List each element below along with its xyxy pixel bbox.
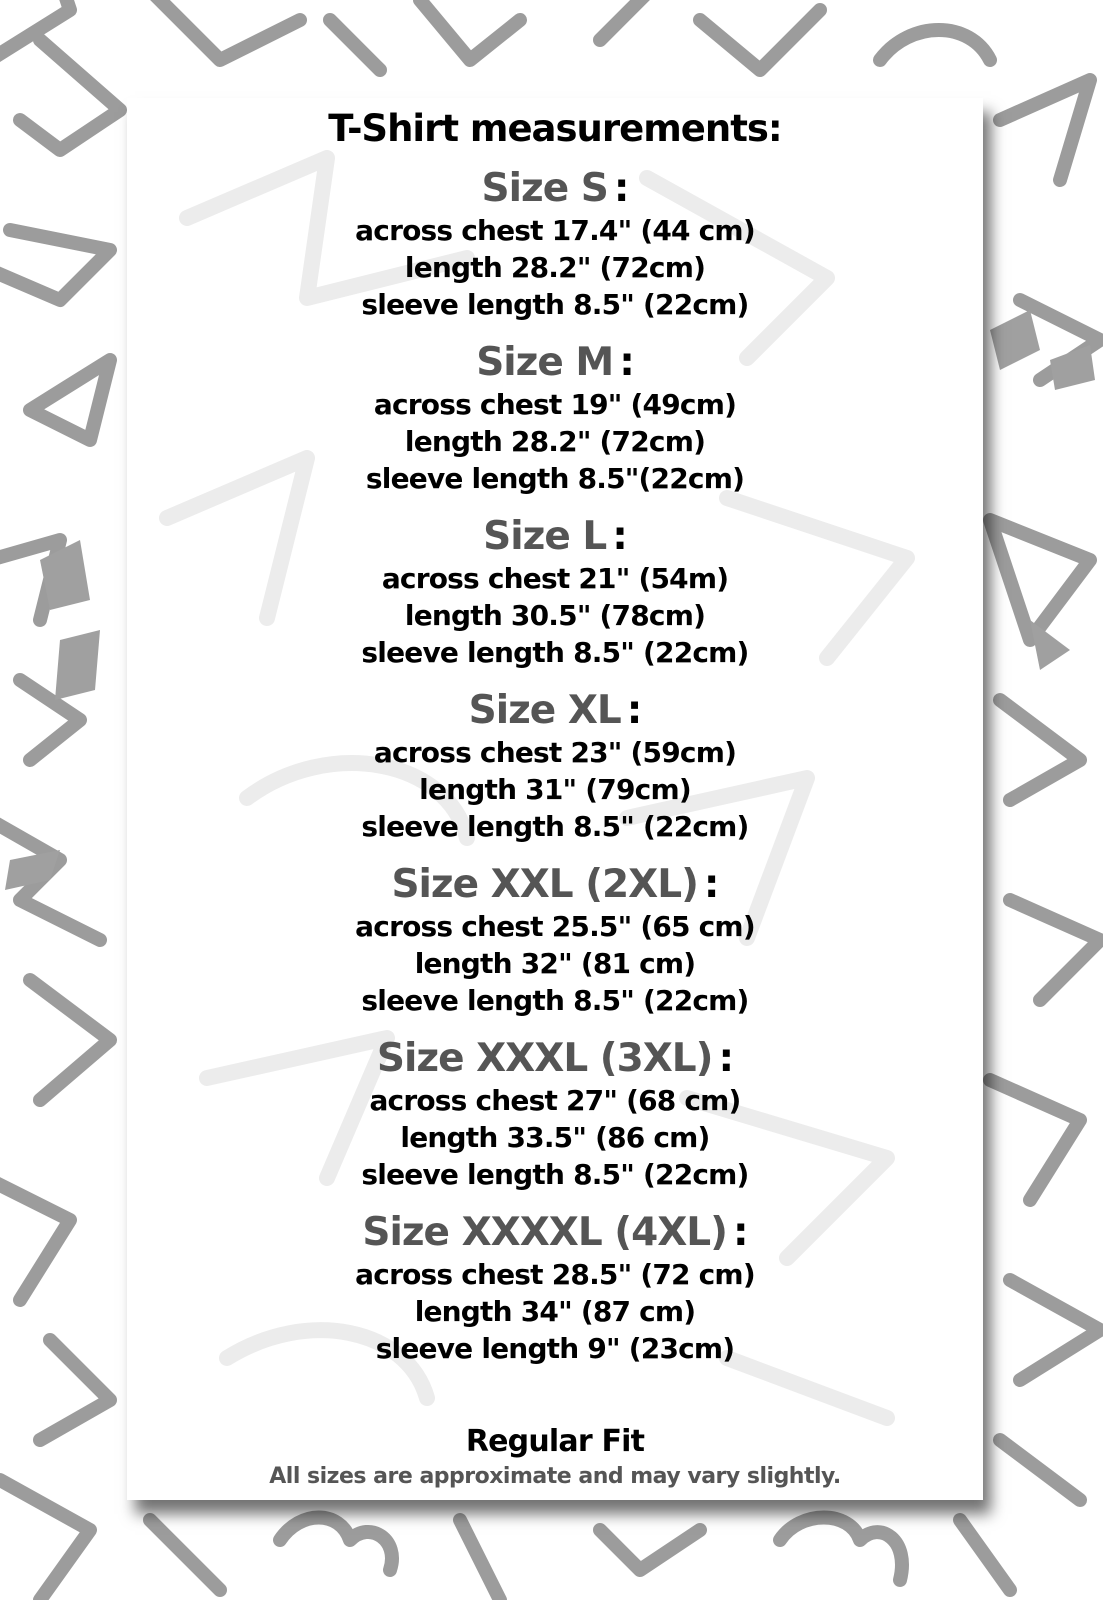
length: length 28.2" (72cm) xyxy=(404,425,706,458)
sleeve-length: sleeve length 8.5" (22cm) xyxy=(361,1158,749,1191)
size-name: Size S xyxy=(481,166,608,211)
fit-label: Regular Fit xyxy=(465,1424,645,1459)
length: length 33.5" (86 cm) xyxy=(400,1121,710,1154)
sleeve-length: sleeve length 8.5" (22cm) xyxy=(361,288,749,321)
size-name: Size XXL (2XL) xyxy=(391,862,698,907)
length: length 31" (79cm) xyxy=(419,773,691,806)
colon: : xyxy=(613,166,629,211)
page-title: T-Shirt measurements: xyxy=(328,107,782,150)
across-chest: across chest 28.5" (72 cm) xyxy=(355,1258,755,1291)
sleeve-length: sleeve length 8.5"(22cm) xyxy=(365,462,745,495)
across-chest: across chest 17.4" (44 cm) xyxy=(355,214,755,247)
size-heading xyxy=(127,688,983,734)
colon: : xyxy=(703,862,719,907)
size-block-3xl xyxy=(127,1036,983,1210)
size-heading xyxy=(127,1210,983,1256)
size-block-m xyxy=(127,340,983,514)
size-heading xyxy=(127,340,983,386)
length: length 32" (81 cm) xyxy=(414,947,696,980)
size-block-l xyxy=(127,514,983,688)
across-chest: across chest 19" (49cm) xyxy=(373,388,737,421)
size-heading xyxy=(127,1036,983,1082)
size-chart-card xyxy=(127,98,983,1500)
size-name: Size L xyxy=(483,514,607,559)
length: length 30.5" (78cm) xyxy=(404,599,706,632)
size-heading xyxy=(127,862,983,908)
sleeve-length: sleeve length 8.5" (22cm) xyxy=(361,984,749,1017)
colon: : xyxy=(732,1210,748,1255)
colon: : xyxy=(626,688,642,733)
length: length 28.2" (72cm) xyxy=(404,251,706,284)
size-heading xyxy=(127,514,983,560)
disclaimer: All sizes are approximate and may vary slightly. xyxy=(269,1464,841,1489)
size-name: Size XL xyxy=(468,688,621,733)
colon: : xyxy=(612,514,627,559)
size-block-s xyxy=(127,166,983,340)
size-block-xl xyxy=(127,688,983,862)
across-chest: across chest 27" (68 cm) xyxy=(369,1084,741,1117)
size-block-4xl xyxy=(127,1210,983,1384)
size-heading xyxy=(127,166,983,212)
size-block-2xl xyxy=(127,862,983,1036)
sleeve-length: sleeve length 8.5" (22cm) xyxy=(361,810,749,843)
sleeve-length: sleeve length 9" (23cm) xyxy=(375,1332,735,1365)
across-chest: across chest 23" (59cm) xyxy=(373,736,737,769)
length: length 34" (87 cm) xyxy=(414,1295,696,1328)
sleeve-length: sleeve length 8.5" (22cm) xyxy=(361,636,749,669)
size-name: Size XXXXL (4XL) xyxy=(362,1210,727,1255)
colon: : xyxy=(619,340,634,385)
size-name: Size XXXL (3XL) xyxy=(376,1036,713,1081)
size-name: Size M xyxy=(476,340,614,385)
colon: : xyxy=(718,1036,734,1081)
across-chest: across chest 25.5" (65 cm) xyxy=(355,910,755,943)
across-chest: across chest 21" (54m) xyxy=(381,562,729,595)
